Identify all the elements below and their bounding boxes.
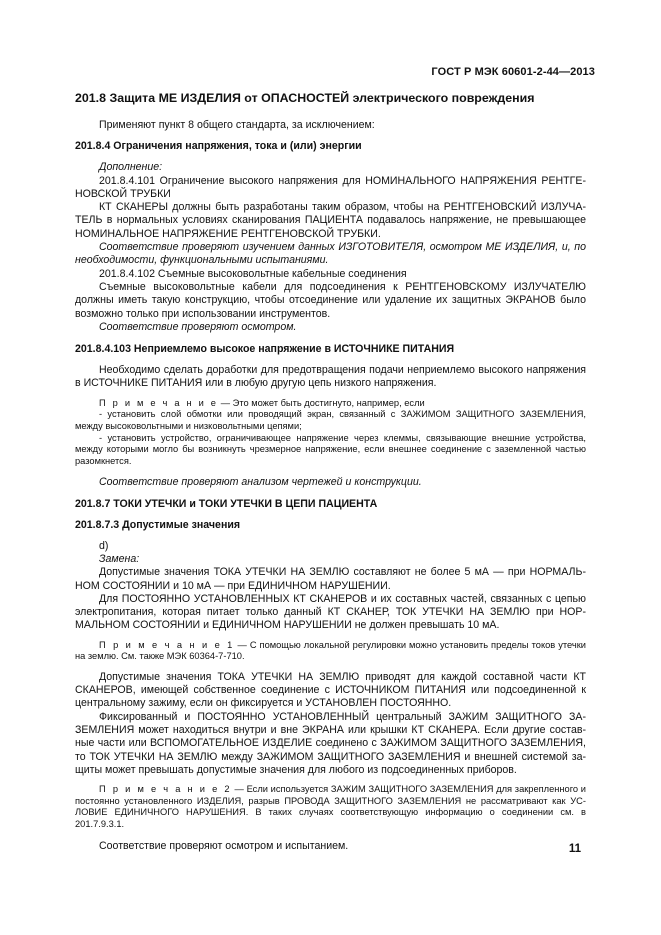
note-1-text: — С помощью локальной регулировки можно установить пределы токов утечки на землю. См. также МЭК 60364-7-710. — [75, 639, 586, 662]
note-103-item-2: - установить устройство, ограничивающее напряжение через клеммы, связывающие внешние устройства, между которыми могло бы возникнуть чрезмерное напряжение, если внешнее соединение с заземленной частью разомкнется. — [75, 432, 586, 466]
clause-201-8-4-103-compliance: Соответствие проверяют анализом чертежей и конструкции. — [99, 476, 422, 489]
note-1-label: П р и м е ч а н и е 1 — [99, 639, 235, 650]
section-title-201-8-4: 201.8.4 Ограничения напряжения, тока и (или) энергии — [75, 140, 362, 153]
section-title-201-8: 201.8 Защита МЕ ИЗДЕЛИЯ от ОПАСНОСТЕЙ электрического повреждения — [75, 91, 535, 105]
clause-201-8-7-3-p2: Для ПОСТОЯННО УСТАНОВЛЕННЫХ КТ СКАНЕРОВ и их составных частей, связанных с цепью электропитания, которая питает только данный КТ СКАНЕР, ТОК УТЕЧКИ НА ЗЕМЛЮ при НОРМАЛЬНОМ СОСТОЯНИИ и ЕДИНИЧНОМ НАРУШЕНИИ не должен превышать 10 мА. — [75, 592, 586, 632]
clause-201-8-4-101: 201.8.4.101 Ограничение высокого напряжения для НОМИНАЛЬНОГО НАПРЯЖЕНИЯ РЕНТГЕНОВСКОЙ ТРУБКИ — [75, 174, 586, 200]
note-label: П р и м е ч а н и е — [99, 397, 219, 408]
note-text: — Это может быть достигнуто, например, если — [218, 397, 425, 408]
clause-201-8-4-101-body: КТ СКАНЕРЫ должны быть разработаны таким образом, чтобы на РЕНТГЕНОВСКИЙ ИЗЛУЧАТЕЛЬ в нормальных условиях сканирования ПАЦИЕНТА подавалось напряжение, не превышающее НОМИНАЛЬНОЕ НАПРЯЖЕНИЕ РЕНТГЕНОВСКОЙ ТРУБКИ. — [75, 201, 586, 240]
clause-201-8-4-103-body: Необходимо сделать доработки для предотвращения подачи неприемлемо высокого напряжения в ИСТОЧНИКЕ ПИТАНИЯ или в любую другую цепь низкого напряжения. — [75, 364, 586, 390]
page-content — [75, 90, 586, 853]
clause-201-8-4-102-compliance: Соответствие проверяют осмотром. — [99, 320, 297, 333]
section-title-201-8-7: 201.8.7 ТОКИ УТЕЧКИ и ТОКИ УТЕЧКИ В ЦЕПИ ПАЦИЕНТА — [75, 497, 378, 510]
clause-201-8-7-3-p1: Допустимые значения ТОКА УТЕЧКИ НА ЗЕМЛЮ составляют не более 5 мА — при НОРМАЛЬНОМ СОСТОЯНИИ и 10 мА — при ЕДИНИЧНОМ НАРУШЕНИИ. — [75, 566, 586, 592]
section-intro: Применяют пункт 8 общего стандарта, за исключением: — [99, 119, 375, 131]
addition-label: Дополнение: — [99, 161, 163, 174]
note-103-item-1: - установить слой обмотки или проводящий экран, связанный с ЗАЖИМОМ ЗАЩИТНОГО ЗАЗЕМЛЕНИЯ, между высоковольтными и низковольтными цепями; — [75, 409, 586, 431]
note-1 — [75, 640, 586, 663]
replacement-label: Замена: — [99, 552, 140, 565]
note-2-text: — Если используется ЗАЖИМ ЗАЩИТНОГО ЗАЗЕМЛЕНИЯ для закрепленного и постоянно установленного ИЗДЕЛИЯ, разрыв ПРОВОДА ЗАЩИТНОГО ЗАЗЕМЛЕНИЯ не рассматривают как УСЛОВИЕ ЕДИНИЧНОГО НАРУШЕНИЯ. В таких случаях соответствующую информацию о соединении см. в 201.7.9.3.1. — [75, 784, 586, 830]
page-number: 11 — [568, 843, 581, 855]
document-code: ГОСТ Р МЭК 60601-2-44—2013 — [431, 66, 595, 78]
item-d: d) — [99, 539, 109, 552]
clause-201-8-7-3-p3: Допустимые значения ТОКА УТЕЧКИ НА ЗЕМЛЮ приводят для каждой составной части КТ СКАНЕРОВ, имеющей собственное соединение с ИСТОЧНИКОМ ПИТАНИЯ или подсоединенной к центральному зажиму, если он фиксируется и УСТАНОВЛЕН ПОСТОЯННО. — [75, 670, 586, 710]
clause-201-8-4-102-body: Съемные высоковольтные кабели для подсоединения к РЕНТГЕНОВСКОМУ ИЗЛУЧАТЕЛЮ должны иметь такую конструкцию, чтобы отсоединение или удаление их защитных ЭКРАНОВ было возможно только при использовании инструментов. — [75, 280, 586, 320]
clause-201-8-4-102: 201.8.4.102 Съемные высоковольтные кабельные соединения — [99, 267, 407, 280]
clause-201-8-7-3-compliance: Соответствие проверяют осмотром и испытанием. — [99, 839, 349, 852]
section-title-201-8-7-3: 201.8.7.3 Допустимые значения — [75, 518, 241, 531]
note-2-label: П р и м е ч а н и е 2 — [99, 784, 232, 795]
section-title-201-8-4-103: 201.8.4.103 Неприемлемо высокое напряжение в ИСТОЧНИКЕ ПИТАНИЯ — [75, 343, 455, 356]
clause-201-8-4-101-compliance: Соответствие проверяют изучением данных ИЗГОТОВИТЕЛЯ, осмотром МЕ ИЗДЕЛИЯ, и, по необходимости, функциональными испытаниями. — [75, 241, 586, 267]
clause-201-8-7-3-p4: Фиксированный и ПОСТОЯННО УСТАНОВЛЕННЫЙ центральный ЗАЖИМ ЗАЩИТНОГО ЗАЗЕМЛЕНИЯ может находиться внутри и вне ЭКРАНА или крышки КТ СКАНЕРА. Если другие составные части или ВСПОМОГАТЕЛЬНОЕ ИЗДЕЛИЕ соединено с ЗАЖИМОМ ЗАЩИТНОГО ЗАЗЕМЛЕНИЯ, то ТОК УТЕЧКИ НА ЗЕМЛЮ между ЗАЖИМОМ ЗАЩИТНОГО ЗАЗЕМЛЕНИЯ и внешней системой защиты может превышать допустимые значения для любого из подсоединенных приборов. — [75, 710, 586, 776]
note-103 — [75, 398, 586, 410]
note-2 — [75, 784, 586, 830]
